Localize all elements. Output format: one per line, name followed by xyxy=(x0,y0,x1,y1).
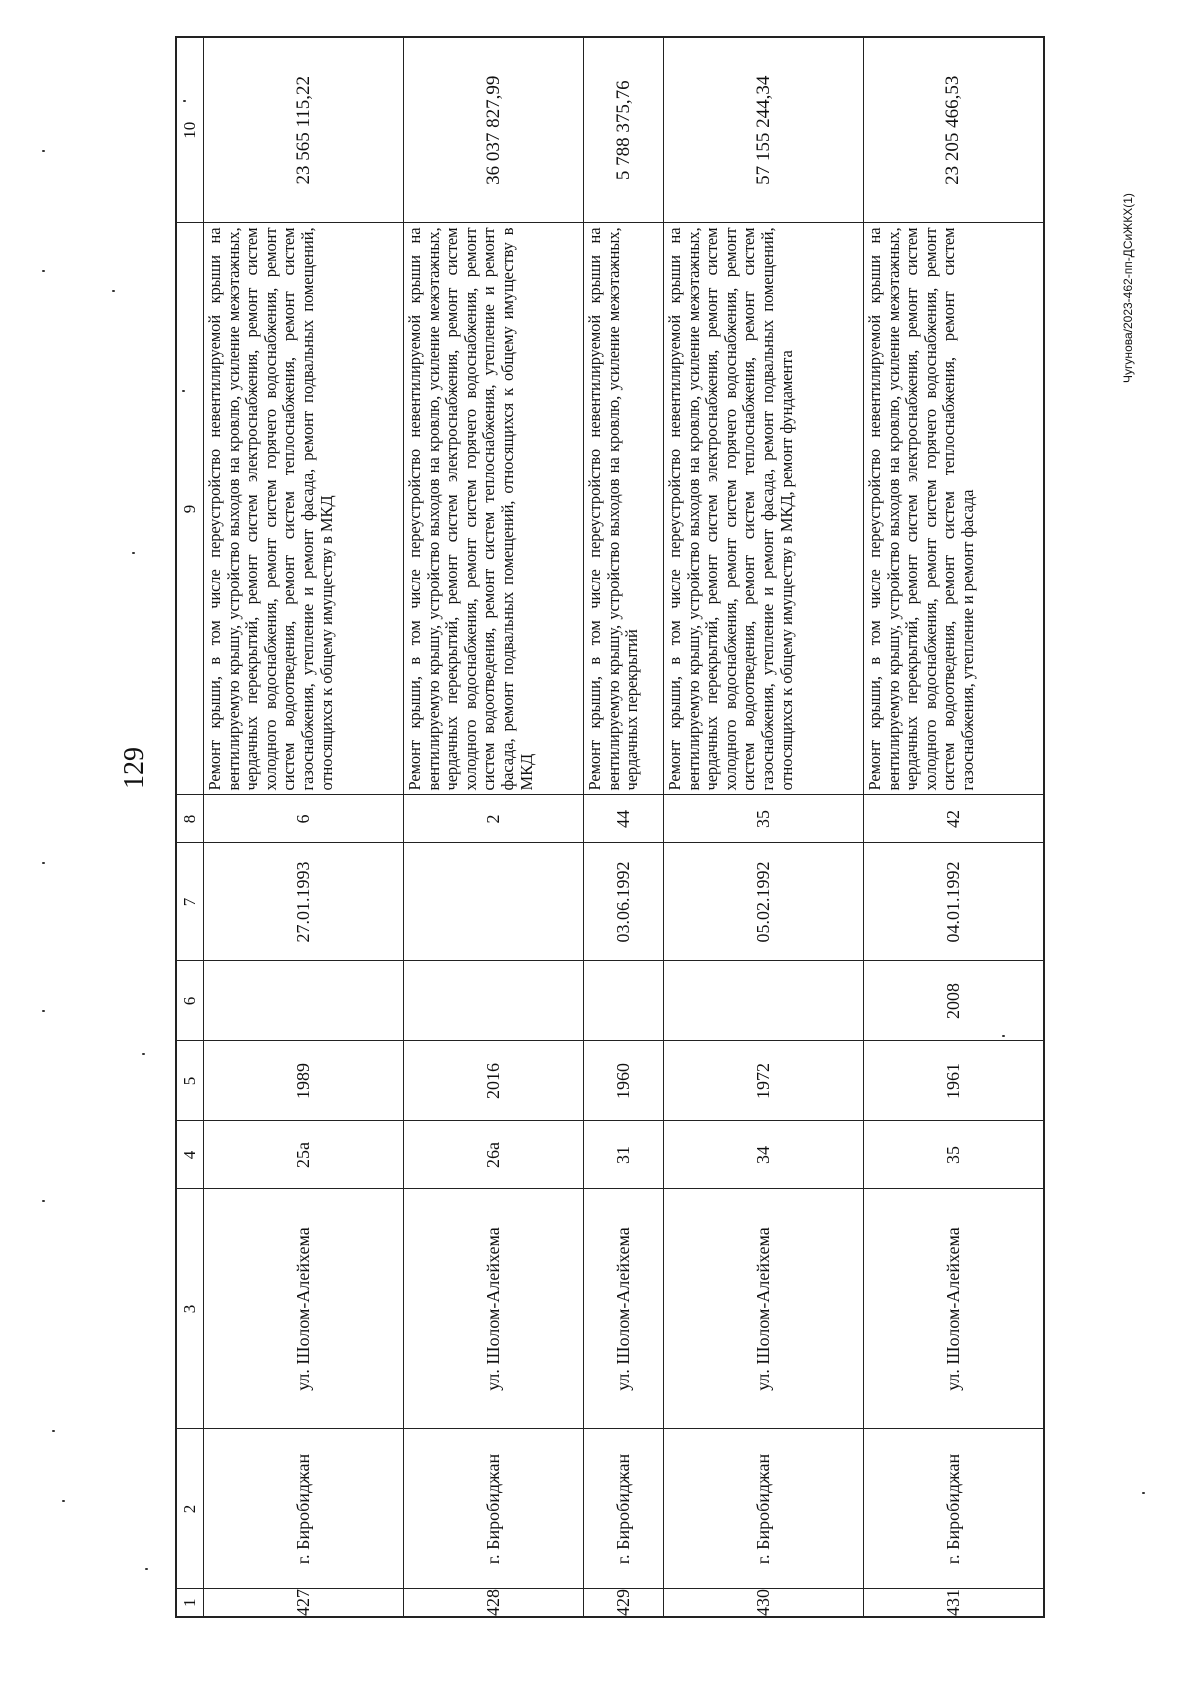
table-row xyxy=(584,37,664,1617)
document-footer-code: Чугунова/2023-462-пп-ДСиЖКХ(1) xyxy=(1120,193,1135,383)
scan-speck xyxy=(182,390,185,392)
column-8-cell: 44 xyxy=(584,795,664,843)
table-row xyxy=(864,37,1044,1617)
header-row xyxy=(176,37,204,1617)
scan-speck xyxy=(42,862,45,864)
housing-repair-table xyxy=(175,36,1045,1618)
column-header: 5 xyxy=(176,1041,204,1121)
column-header: 6 xyxy=(176,961,204,1041)
scan-speck xyxy=(1142,1492,1145,1494)
city-cell: г. Биробиджан xyxy=(864,1429,1044,1589)
scan-speck xyxy=(183,100,186,102)
cost-cell: 5 788 375,76 xyxy=(584,37,664,223)
scan-speck xyxy=(42,150,45,152)
street-cell: ул. Шолом-Алейхема xyxy=(664,1189,864,1429)
date-cell: 04.01.1992 xyxy=(864,843,1044,961)
city-cell: г. Биробиджан xyxy=(204,1429,404,1589)
house-cell: 34 xyxy=(664,1121,864,1189)
table-row xyxy=(404,37,584,1617)
house-cell: 35 xyxy=(864,1121,1044,1189)
cost-cell: 36 037 827,99 xyxy=(404,37,584,223)
house-cell: 26а xyxy=(404,1121,584,1189)
scan-speck xyxy=(142,1053,145,1055)
street-cell: ул. Шолом-Алейхема xyxy=(404,1189,584,1429)
table-row xyxy=(204,37,404,1617)
works-description-cell: Ремонт крыши, в том числе переустройство невентилируемой крыши на вентилируемую крышу, устройство выходов на кровлю, усиление межэтажных, чердачных перекрытий xyxy=(584,223,664,795)
street-cell: ул. Шолом-Алейхема xyxy=(584,1189,664,1429)
scan-speck xyxy=(62,1500,65,1502)
year-built-cell: 1960 xyxy=(584,1041,664,1121)
cost-cell: 23 565 115,22 xyxy=(204,37,404,223)
date-cell xyxy=(404,843,584,961)
works-description-cell: Ремонт крыши, в том числе переустройство невентилируемой крыши на вентилируемую крышу, устройство выходов на кровлю, усиление межэтажных, чердачных перекрытий, ремонт систем электроснабжения, ремонт систем холодного водоснабжения, ремонт систем горячего водоснабжения, ремонт систем водоотведения, ремонт систем теплоснабжения, ремонт систем газоснабжения, утепление и ремонт фасада, ремонт подвальных помещений, относящихся к общему имуществу в МКД xyxy=(204,223,404,795)
cost-cell: 57 155 244,34 xyxy=(664,37,864,223)
row-number: 427 xyxy=(204,1589,404,1617)
column-8-cell: 42 xyxy=(864,795,1044,843)
scan-speck xyxy=(145,1568,148,1570)
year-built-cell: 2016 xyxy=(404,1041,584,1121)
column-8-cell: 35 xyxy=(664,795,864,843)
column-header: 9 xyxy=(176,223,204,795)
cost-cell: 23 205 466,53 xyxy=(864,37,1044,223)
column-header: 7 xyxy=(176,843,204,961)
year-built-cell: 1961 xyxy=(864,1041,1044,1121)
scan-speck xyxy=(42,1200,45,1202)
date-cell: 27.01.1993 xyxy=(204,843,404,961)
column-8-cell: 2 xyxy=(404,795,584,843)
column-header: 1 xyxy=(176,1589,204,1617)
column-header: 2 xyxy=(176,1429,204,1589)
scan-speck xyxy=(1002,1035,1005,1037)
works-description-cell: Ремонт крыши, в том числе переустройство невентилируемой крыши на вентилируемую крышу, устройство выходов на кровлю, усиление межэтажных, чердачных перекрытий, ремонт систем электроснабжения, ремонт систем холодного водоснабжения, ремонт систем горячего водоснабжения, ремонт систем водоотведения, ремонт систем теплоснабжения, ремонт систем газоснабжения, утепление и ремонт фасада, ремонт подвальных помещений, относящихся к общему имуществу в МКД, ремонт фундамента xyxy=(664,223,864,795)
column-6-cell xyxy=(204,961,404,1041)
year-built-cell: 1989 xyxy=(204,1041,404,1121)
table-row xyxy=(664,37,864,1617)
date-cell: 05.02.1992 xyxy=(664,843,864,961)
scan-speck xyxy=(112,290,115,292)
city-cell: г. Биробиджан xyxy=(404,1429,584,1589)
house-cell: 31 xyxy=(584,1121,664,1189)
column-8-cell: 6 xyxy=(204,795,404,843)
column-6-cell xyxy=(664,961,864,1041)
city-cell: г. Биробиджан xyxy=(664,1429,864,1589)
scan-speck xyxy=(42,1010,45,1012)
rotated-page xyxy=(175,38,1195,1618)
city-cell: г. Биробиджан xyxy=(584,1429,664,1589)
scan-speck xyxy=(42,270,45,272)
row-number: 429 xyxy=(584,1589,664,1617)
column-6-cell: 2008 xyxy=(864,961,1044,1041)
column-header: 3 xyxy=(176,1189,204,1429)
scan-speck xyxy=(52,1430,55,1432)
column-6-cell xyxy=(404,961,584,1041)
year-built-cell: 1972 xyxy=(664,1041,864,1121)
row-number: 431 xyxy=(864,1589,1044,1617)
column-header: 4 xyxy=(176,1121,204,1189)
works-description-cell: Ремонт крыши, в том числе переустройство невентилируемой крыши на вентилируемую крышу, устройство выходов на кровлю, усиление межэтажных, чердачных перекрытий, ремонт систем электроснабжения, ремонт систем холодного водоснабжения, ремонт систем горячего водоснабжения, ремонт систем водоотведения, ремонт систем теплоснабжения, ремонт систем газоснабжения, утепление и ремонт фасада xyxy=(864,223,1044,795)
street-cell: ул. Шолом-Алейхема xyxy=(864,1189,1044,1429)
date-cell: 03.06.1992 xyxy=(584,843,664,961)
row-number: 430 xyxy=(664,1589,864,1617)
row-number: 428 xyxy=(404,1589,584,1617)
scan-speck xyxy=(132,552,135,554)
street-cell: ул. Шолом-Алейхема xyxy=(204,1189,404,1429)
works-description-cell: Ремонт крыши, в том числе переустройство невентилируемой крыши на вентилируемую крышу, устройство выходов на кровлю, усиление межэтажных, чердачных перекрытий, ремонт систем электроснабжения, ремонт систем холодного водоснабжения, ремонт систем горячего водоснабжения, ремонт систем водоотведения, ремонт систем теплоснабжения, утепление и ремонт фасада, ремонт подвальных помещений, относящихся к общему имуществу в МКД xyxy=(404,223,584,795)
column-header: 8 xyxy=(176,795,204,843)
house-cell: 25а xyxy=(204,1121,404,1189)
column-header: 10 xyxy=(176,37,204,223)
column-6-cell xyxy=(584,961,664,1041)
page-number: 129 xyxy=(119,747,150,789)
